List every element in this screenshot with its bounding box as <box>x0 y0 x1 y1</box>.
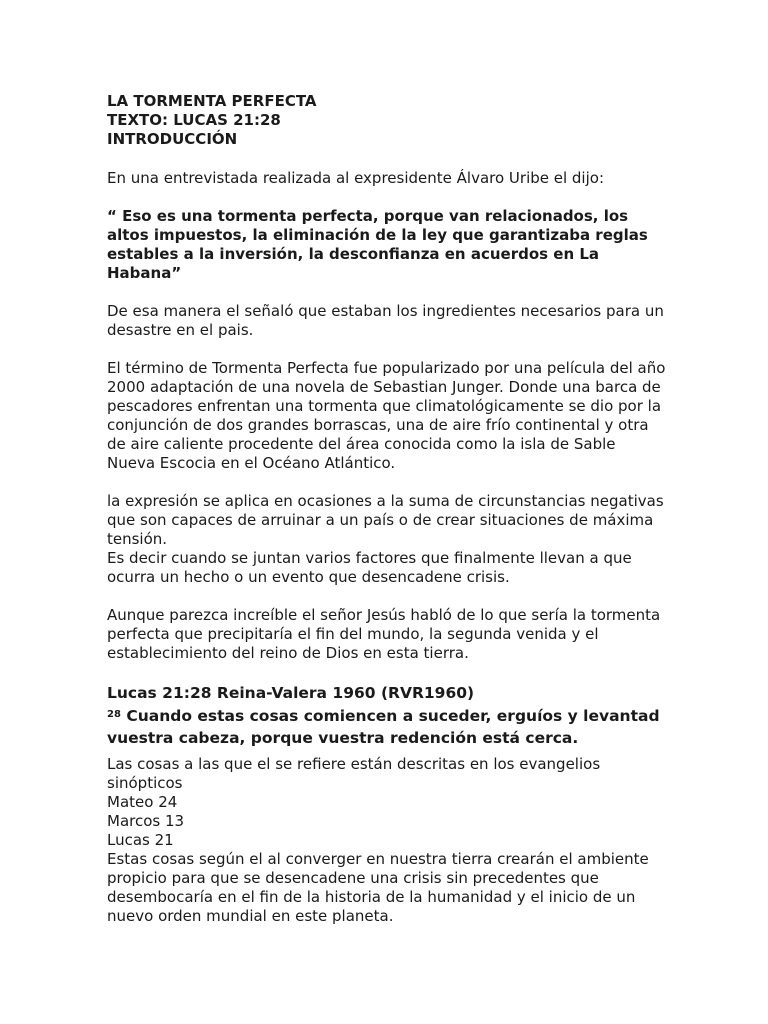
heading-block <box>107 92 668 149</box>
verse-number: 28 <box>107 709 121 720</box>
closing-section <box>107 755 668 926</box>
gospel-ref-marcos: Marcos 13 <box>107 812 185 830</box>
verse-reference: Lucas 21:28 Reina-Valera 1960 (RVR1960) <box>107 684 475 702</box>
paragraph-expression <box>107 492 668 587</box>
document-title: LA TORMENTA PERFECTA <box>107 92 317 110</box>
paragraph-ingredients: De esa manera el señaló que estaban los ingredientes necesarios para un desastre en el pais. <box>107 302 664 339</box>
paragraph-interview: En una entrevistada realizada al expresidente Álvaro Uribe el dijo: <box>107 169 604 187</box>
verse-content: Cuando estas cosas comiencen a suceder, erguíos y levantad vuestra cabeza, porque vuestra redención está cerca. <box>107 707 660 747</box>
uribe-quote: “ Eso es una tormenta perfecta, porque van relacionados, los altos impuestos, la eliminación de la ley que garantizaba reglas estables a la inversión, la desconfianza en acuerdos en La Habana” <box>107 207 648 282</box>
expression-clarification: Es decir cuando se juntan varios factores que finalmente llevan a que ocurra un hecho o un evento que desencadene crisis. <box>107 549 632 586</box>
verse-text <box>107 704 668 749</box>
text-reference: TEXTO: LUCAS 21:28 <box>107 111 281 129</box>
gospel-ref-mateo: Mateo 24 <box>107 793 178 811</box>
gospel-ref-lucas: Lucas 21 <box>107 831 174 849</box>
paragraph-film: El término de Tormenta Perfecta fue popularizado por una película del año 2000 adaptación de una novela de Sebastian Junger. Donde una barca de pescadores enfrentan una tormenta que climatológicamente se dio por la conjunción de dos grandes borrascas, una de aire frío continental y otra de aire caliente procedente del área conocida como la isla de Sable Nueva Escocia en el Océano Atlántico. <box>107 359 666 472</box>
closing-final: Estas cosas según el al converger en nuestra tierra crearán el ambiente propicio para que se desencadene una crisis sin precedentes que desembocaría en el fin de la historia de la humanidad y el inicio de un nuevo orden mundial en este planeta. <box>107 850 649 925</box>
introduction-heading: INTRODUCCIÓN <box>107 130 238 148</box>
paragraph-jesus: Aunque parezca increíble el señor Jesús habló de lo que sería la tormenta perfecta que precipitaría el fin del mundo, la segunda venida y el establecimiento del reino de Dios en esta tierra. <box>107 606 661 662</box>
closing-intro: Las cosas a las que el se refiere están descritas en los evangelios sinópticos <box>107 755 601 792</box>
expression-definition: la expresión se aplica en ocasiones a la suma de circunstancias negativas que son capaces de arruinar a un país o de crear situaciones de máxima tensión. <box>107 492 664 548</box>
